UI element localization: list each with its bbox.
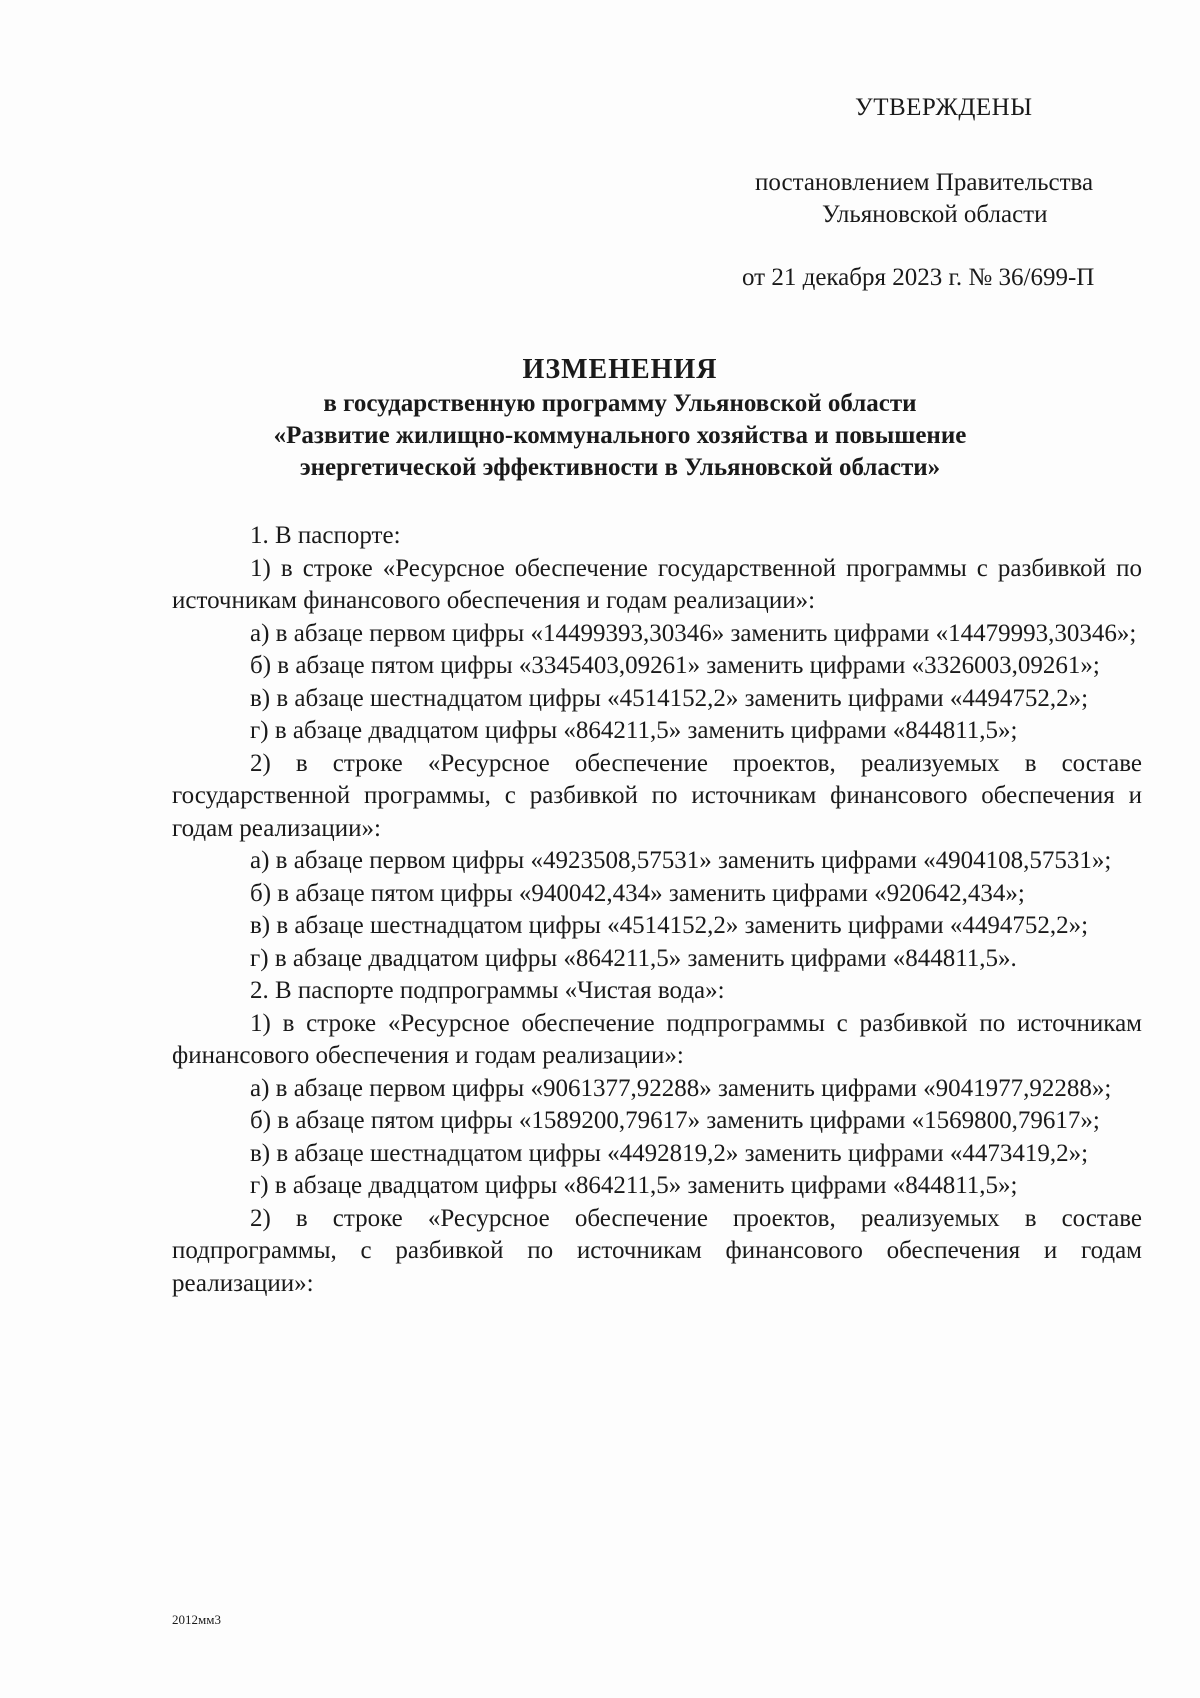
paragraph: 1) в строке «Ресурсное обеспечение подпрограммы с разбивкой по источникам финансового обеспечения и годам реализации»: [172, 1009, 1142, 1069]
paragraph: 2) в строке «Ресурсное обеспечение проектов, реализуемых в составе подпрограммы, с разбивкой по источникам финансового обеспечения и годам реализации»: [172, 1204, 1142, 1297]
approval-stamp-heading: УТВЕРЖДЕНЫ [855, 94, 1033, 121]
paragraph: 1) в строке «Ресурсное обеспечение государственной программы с разбивкой по источникам финансового обеспечения и годам реализации»: [172, 554, 1142, 614]
paragraph: в) в абзаце шестнадцатом цифры «4492819,2» заменить цифрами «4473419,2»; [250, 1139, 1089, 1167]
paragraph: б) в абзаце пятом цифры «940042,434» заменить цифрами «920642,434»; [250, 879, 1025, 907]
paragraph: в) в абзаце шестнадцатом цифры «4514152,2» заменить цифрами «4494752,2»; [250, 684, 1089, 712]
document-title-block [170, 354, 1070, 484]
paragraph: г) в абзаце двадцатом цифры «864211,5» заменить цифрами «844811,5»; [250, 717, 1018, 744]
document-subtitle-line3: энергетической эффективности в Ульяновской области» [299, 454, 941, 481]
paragraph: а) в абзаце первом цифры «14499393,30346» заменить цифрами «14479993,30346»; [250, 619, 1137, 647]
decree-issuer-line1: постановлением Правительства [755, 169, 1094, 196]
paragraph: б) в абзаце пятом цифры «1589200,79617» заменить цифрами «1569800,79617»; [250, 1107, 1100, 1134]
decree-date-number: от 21 декабря 2023 г. № 36/699-П [742, 264, 1095, 291]
document-subtitle-line1: в государственную программу Ульяновской области [323, 390, 917, 417]
paragraph: а) в абзаце первом цифры «9061377,92288» заменить цифрами «9041977,92288»; [250, 1074, 1112, 1102]
paragraph: в) в абзаце шестнадцатом цифры «4514152,2» заменить цифрами «4494752,2»; [250, 912, 1089, 939]
paragraph: а) в абзаце первом цифры «4923508,57531» заменить цифрами «4904108,57531»; [250, 847, 1112, 874]
document-subtitle-line2: «Развитие жилищно-коммунального хозяйства и повышение [273, 422, 967, 449]
paragraph: б) в абзаце пятом цифры «3345403,09261» заменить цифрами «3326003,09261»; [250, 652, 1100, 679]
decree-issuer-line2: Ульяновской области [822, 201, 1048, 228]
paragraph: 2. В паспорте подпрограммы «Чистая вода»: [250, 977, 725, 1004]
document-body [172, 520, 1142, 1300]
paragraph: г) в абзаце двадцатом цифры «864211,5» заменить цифрами «844811,5». [250, 944, 1017, 972]
paragraph: 2) в строке «Ресурсное обеспечение проектов, реализуемых в составе государственной программы, с разбивкой по источникам финансового обеспечения и годам реализации»: [172, 749, 1142, 842]
footer-document-code: 2012мм3 [172, 1612, 221, 1627]
document-title: ИЗМЕНЕНИЯ [522, 354, 718, 385]
paragraph: 1. В паспорте: [250, 522, 401, 549]
paragraph: г) в абзаце двадцатом цифры «864211,5» заменить цифрами «844811,5»; [250, 1172, 1018, 1199]
